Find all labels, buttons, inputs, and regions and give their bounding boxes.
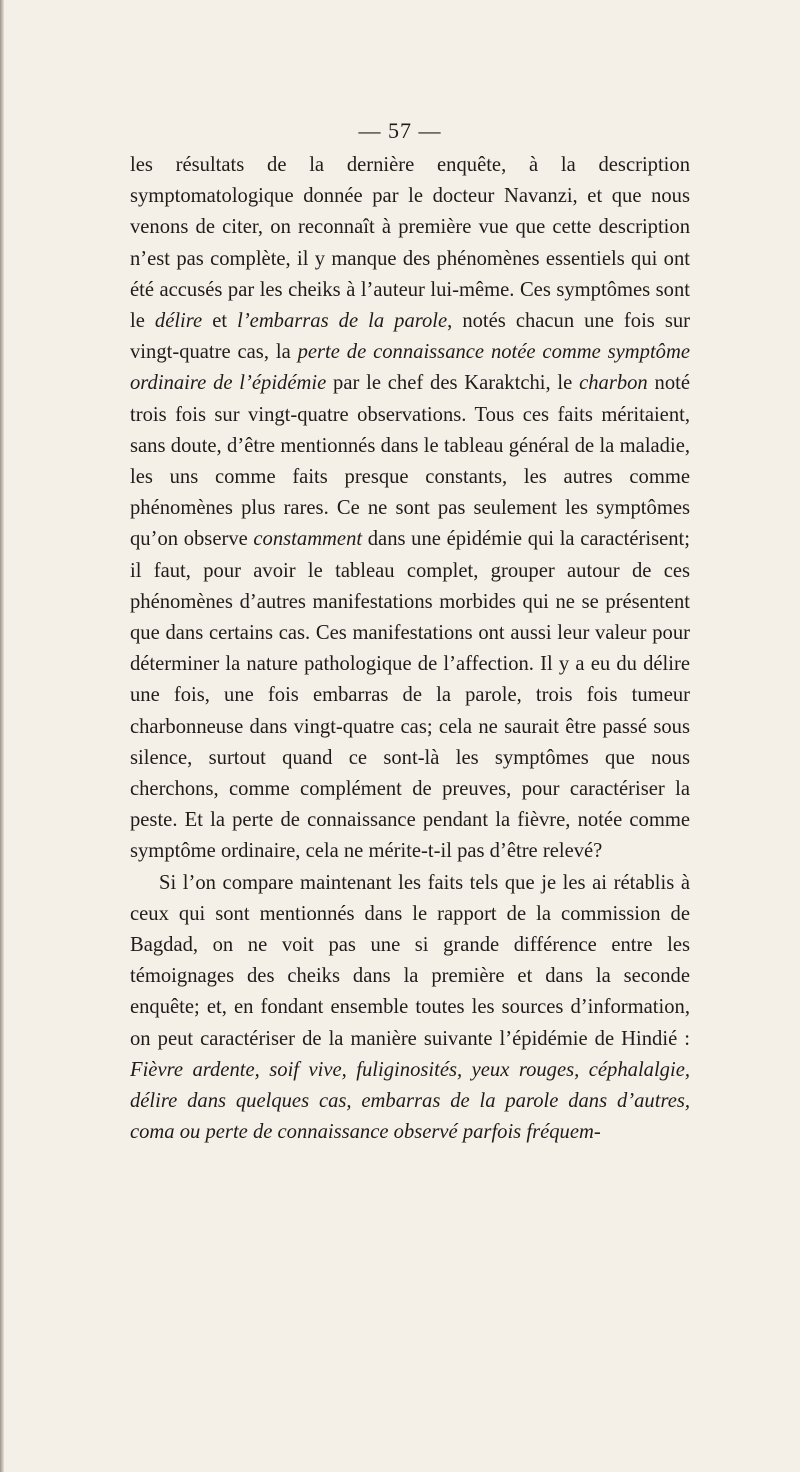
paragraph-2 xyxy=(130,868,690,1149)
paragraph-1 xyxy=(130,150,690,868)
paragraph-2-italic-symptoms: Fièvre ardente, soif vive, fuliginosités, yeux rouges, céphalalgie, délire dans quelques cas, embarras de la parole dans d’autres, coma ou perte de connaissance observé parfois fréquem- xyxy=(130,1058,690,1144)
paragraph-1-italic-charbon: charbon xyxy=(579,372,648,395)
paragraph-1-italic-constamment: constamment xyxy=(253,528,363,551)
paragraph-1-text-2: et xyxy=(202,310,238,333)
paragraph-1-italic-perte: perte de connaissance notée comme symptôme ordinaire de l’épidémie xyxy=(130,341,690,395)
paragraph-1-text-1: les résultats de la dernière enquête, à la description symptomatologique donnée par le docteur Navanzi, et que nous venons de citer, on reconnaît à première vue que cette description n’est pas complète, il y manque des phénomènes essentiels qui ont été accusés par les cheiks à l’auteur lui-même. Ces symptômes sont le xyxy=(130,154,690,333)
paragraph-2-text-1: Si l’on compare maintenant les faits tels que je les ai rétablis à ceux qui sont mentionnés dans le rapport de la commission de Bagdad, on ne voit pas une si grande différence entre les témoignages des cheiks dans la première et dans la seconde enquête; et, en fondant ensemble toutes les sources d’information, on peut caractériser de la manière suivante l’épidémie de Hindié : xyxy=(130,871,690,1050)
paragraph-1-text-4: par le chef des Karaktchi, le xyxy=(326,372,580,395)
paragraph-1-italic-delire: délire xyxy=(154,310,203,333)
paragraph-1-text-5: noté trois fois sur vingt-quatre observations. Tous ces faits méritaient, sans doute, d’être mentionnés dans le tableau général de la maladie, les uns comme faits presque constants, les autres comme phénomènes plus rares. Ce ne sont pas seulement les symptômes qu’on observe xyxy=(130,372,690,551)
paragraph-1-text-6: dans une épidémie qui la caractérisent; il faut, pour avoir le tableau complet, grouper autour de ces phénomènes d’autres manifestations morbides qui ne se présentent que dans certains cas. Ces manifestations ont aussi leur valeur pour déterminer la nature pathologique de l’affection. Il y a eu du délire une fois, une fois embarras de la parole, trois fois tumeur charbonneuse dans vingt-quatre cas; cela ne saurait être passé sous silence, surtout quand ce sont-là les symptômes que nous cherchons, comme complément de preuves, pour caractériser la peste. Et la perte de connaissance pendant la fièvre, notée comme symptôme ordinaire, cela ne mérite-t-il pas d’être relevé? xyxy=(130,528,690,863)
page-edge xyxy=(0,0,4,1472)
page-number: — 57 — xyxy=(358,118,442,143)
paragraph-1-italic-embarras: l’embarras de la parole xyxy=(237,310,448,333)
paragraph-1-text-3: , notés chacun une fois sur vingt-quatre cas, la xyxy=(130,310,690,364)
body-text xyxy=(130,150,690,1149)
